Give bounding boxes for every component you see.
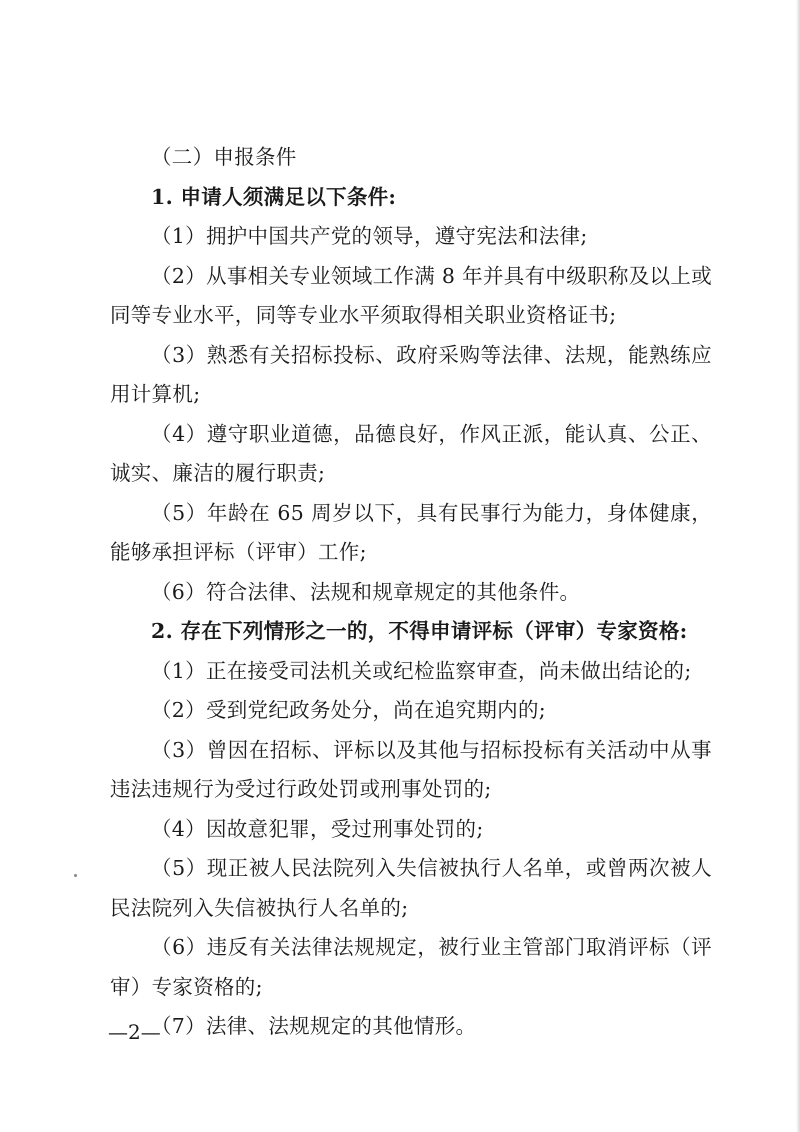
exclusion-item: （6）违反有关法律法规规定，被行业主管部门取消评标（评审）专家资格的; xyxy=(110,935,712,999)
section-heading: （二）申报条件 xyxy=(151,145,297,169)
condition-item: （3）熟悉有关招标投标、政府采购等法律、法规，能熟练应用计算机; xyxy=(110,342,712,406)
exclusion-item: （1）正在接受司法机关或纪检监察审查，尚未做出结论的; xyxy=(151,658,692,683)
exclusion-item: （2）受到党纪政务处分，尚在追究期内的; xyxy=(151,698,546,722)
exclusion-item: （5）现正被人民法院列入失信被执行人名单，或曾两次被人民法院列入失信被执行人名单的; xyxy=(110,856,712,920)
exclusion-item: （4）因故意犯罪，受过刑事处罚的; xyxy=(151,816,484,841)
condition-item: （1）拥护中国共产党的领导，遵守宪法和法律; xyxy=(151,224,588,248)
condition-item: （2）从事相关专业领域工作满 8 年并具有中级职称及以上或同等专业水平，同等专业水平须取得相关职业资格证书; xyxy=(110,263,712,327)
subsection-heading: 2. 存在下列情形之一的，不得申请评标（评审）专家资格: xyxy=(151,619,688,643)
page-number: —2— xyxy=(108,1020,161,1044)
subsection-heading: 1. 申请人须满足以下条件: xyxy=(151,184,397,209)
exclusion-item: （3）曾因在招标、评标以及其他与招标投标有关活动中从事违法违规行为受过行政处罚或刑事处罚的; xyxy=(110,737,712,801)
condition-item: （5）年龄在 65 周岁以下，具有民事行为能力，身体健康，能够承担评标（评审）工作; xyxy=(110,500,712,564)
document-body xyxy=(110,138,712,1047)
condition-item: （6）符合法律、法规和规章规定的其他条件。 xyxy=(151,579,581,604)
scan-speck xyxy=(74,874,77,877)
exclusion-item: （7）法律、法规规定的其他情形。 xyxy=(151,1014,477,1038)
condition-item: （4）遵守职业道德，品德良好，作风正派，能认真、公正、诚实、廉洁的履行职责; xyxy=(110,421,712,485)
page-edge-shadow xyxy=(796,0,800,1132)
